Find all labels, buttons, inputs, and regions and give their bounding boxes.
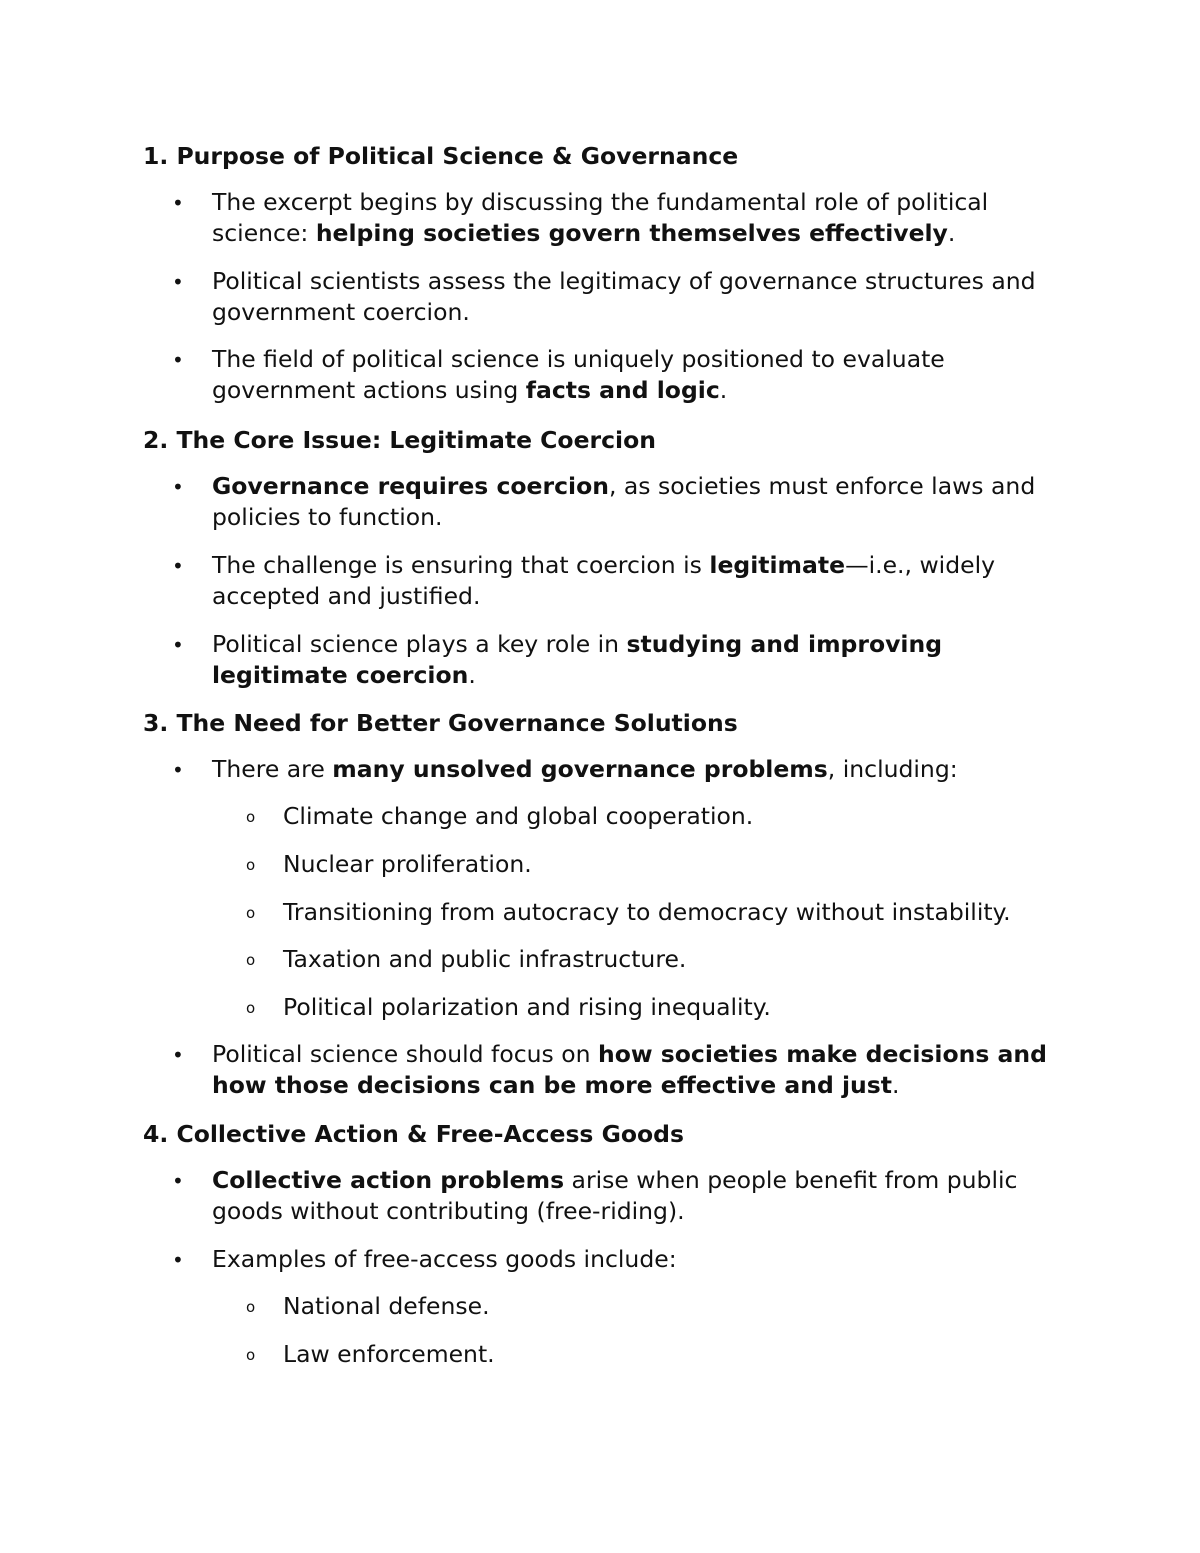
- sub-bullet-icon: o: [246, 856, 256, 874]
- bullet-icon: •: [172, 758, 184, 782]
- bullet-text: [212, 1165, 1072, 1227]
- bullet-icon: •: [172, 1169, 184, 1193]
- bullet-icon: •: [172, 633, 184, 657]
- text-segment: The field of political science is uniquely positioned to evaluate government actions using: [212, 345, 945, 404]
- bold-text: many unsolved governance problems: [332, 755, 828, 783]
- section-heading: 3. The Need for Better Governance Solutions: [143, 709, 738, 737]
- text-segment: .: [947, 219, 956, 247]
- bold-text: helping societies govern themselves effectively: [315, 219, 948, 247]
- bullet-icon: •: [172, 191, 184, 215]
- bullet-text: [212, 266, 1072, 328]
- bold-text: legitimate: [709, 551, 846, 579]
- sub-item-text: Nuclear proliferation.: [283, 850, 532, 878]
- text-segment: Political science plays a key role in: [212, 630, 627, 658]
- bullet-text: [212, 754, 1072, 785]
- sub-item-text: National defense.: [283, 1292, 490, 1320]
- bold-text: facts and logic: [525, 376, 720, 404]
- text-segment: The challenge is ensuring that coercion is: [212, 551, 710, 579]
- text-segment: , as societies must enforce laws and policies to function.: [212, 472, 1036, 531]
- sub-bullet-icon: o: [246, 1298, 256, 1316]
- sub-item-text: Climate change and global cooperation.: [283, 802, 754, 830]
- sub-bullet-icon: o: [246, 951, 256, 969]
- text-segment: —i.e., widely accepted and justified.: [212, 551, 996, 610]
- sub-bullet-icon: o: [246, 1346, 256, 1364]
- bullet-icon: •: [172, 1043, 184, 1067]
- sub-item-text: Law enforcement.: [283, 1340, 495, 1368]
- text-segment: There are: [212, 755, 333, 783]
- sub-bullet-icon: o: [246, 999, 256, 1017]
- sub-item-text: Transitioning from autocracy to democracy without instability.: [283, 898, 1011, 926]
- text-segment: .: [468, 661, 476, 689]
- bold-text: Collective action problems: [212, 1166, 565, 1194]
- text-segment: .: [891, 1071, 900, 1099]
- bullet-icon: •: [172, 270, 184, 294]
- bullet-text: [212, 187, 1072, 249]
- bullet-text: [212, 471, 1072, 533]
- bold-text: how societies make decisions and how those decisions can be more effective and just: [212, 1040, 1047, 1099]
- bullet-text: [212, 1039, 1072, 1101]
- bullet-text: [212, 1244, 1072, 1275]
- bold-text: studying and improving legitimate coercion: [212, 630, 943, 689]
- text-segment: Political science should focus on: [212, 1040, 598, 1068]
- section-heading: 1. Purpose of Political Science & Governance: [143, 142, 739, 170]
- section-heading: 4. Collective Action & Free-Access Goods: [143, 1120, 684, 1148]
- text-segment: Examples of free-access goods include:: [212, 1245, 677, 1273]
- text-segment: , including:: [827, 755, 958, 783]
- sub-item-text: Taxation and public infrastructure.: [283, 945, 687, 973]
- sub-bullet-icon: o: [246, 808, 256, 826]
- bullet-icon: •: [172, 554, 184, 578]
- text-segment: The excerpt begins by discussing the fundamental role of political science:: [212, 188, 989, 247]
- sub-bullet-icon: o: [246, 904, 256, 922]
- text-segment: .: [719, 376, 728, 404]
- bullet-icon: •: [172, 348, 184, 372]
- bullet-icon: •: [172, 1248, 184, 1272]
- text-segment: arise when people benefit from public goods without contributing (free-riding).: [212, 1166, 1018, 1225]
- bold-text: Governance requires coercion: [212, 472, 609, 500]
- section-heading: 2. The Core Issue: Legitimate Coercion: [143, 426, 656, 454]
- bullet-text: [212, 550, 1072, 612]
- bullet-icon: •: [172, 475, 184, 499]
- bullet-text: [212, 629, 1072, 691]
- sub-item-text: Political polarization and rising inequality.: [283, 993, 771, 1021]
- bullet-text: [212, 344, 1072, 406]
- text-segment: Political scientists assess the legitimacy of governance structures and government coercion.: [212, 267, 1036, 326]
